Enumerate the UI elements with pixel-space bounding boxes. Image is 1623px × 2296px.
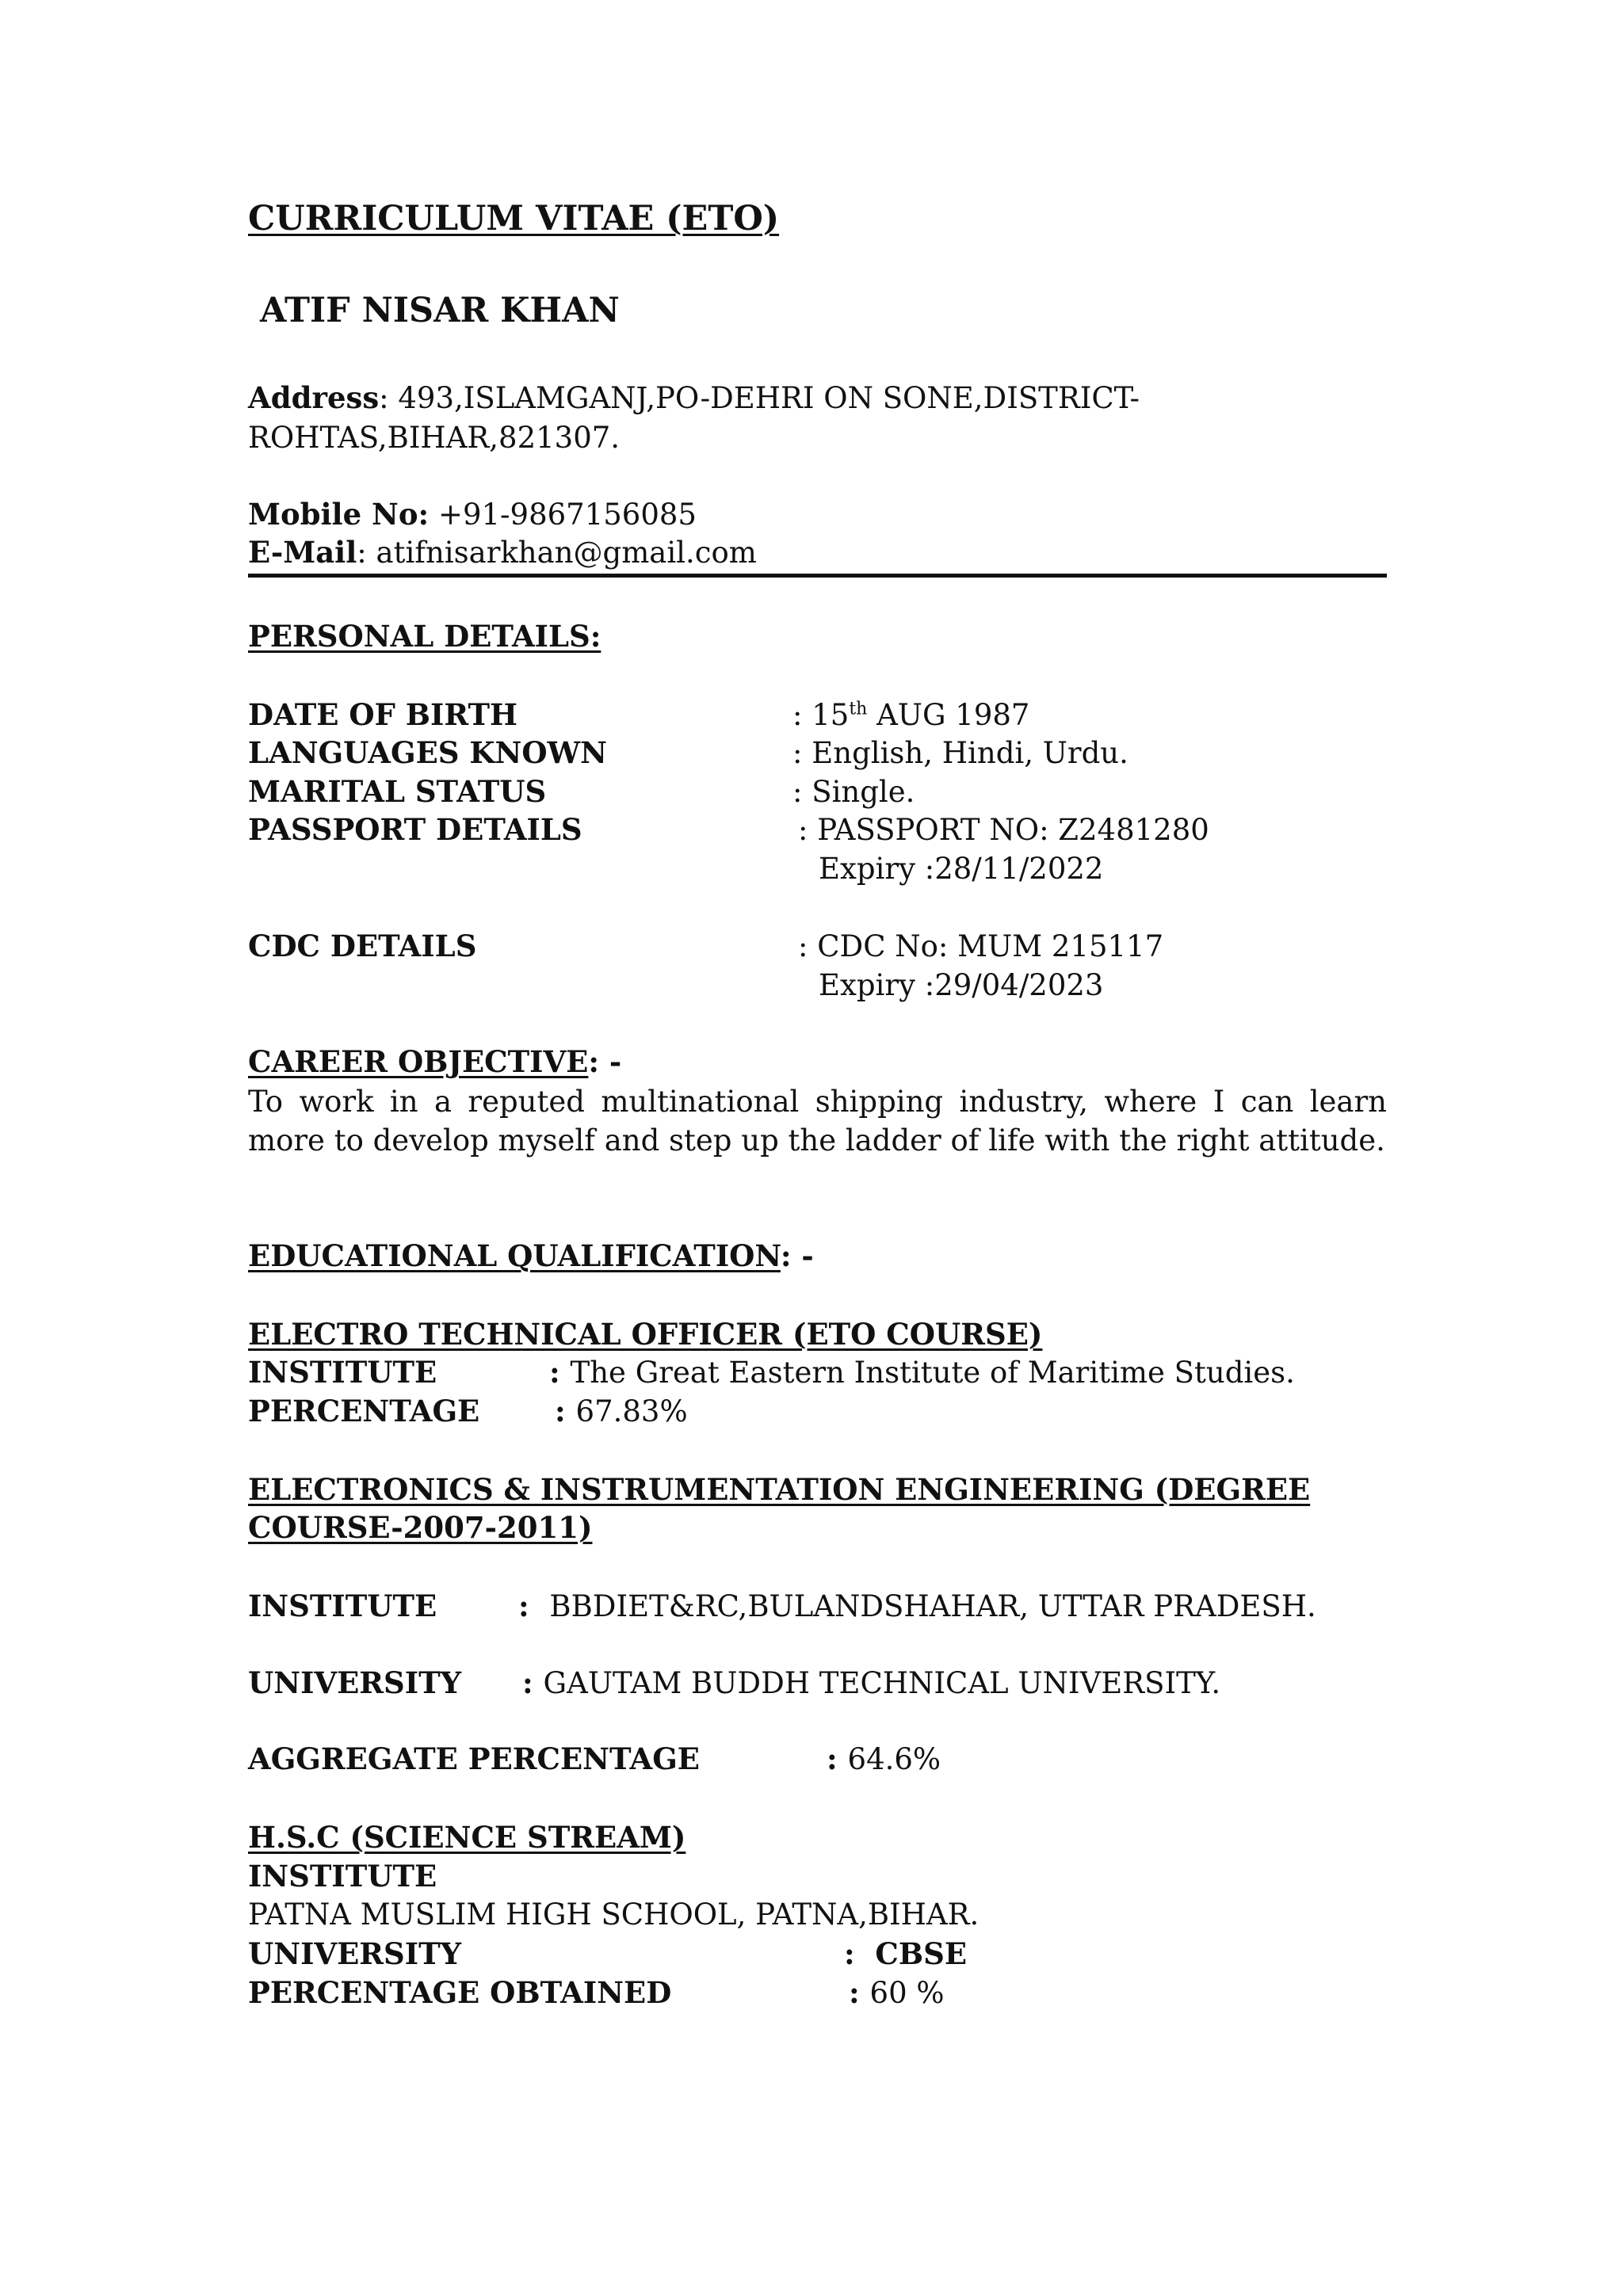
address-value: : 493,ISLAMGANJ,PO-DEHRI ON SONE,DISTRICT- <box>379 381 1140 415</box>
passport-expiry: Expiry :28/11/2022 <box>819 852 1104 886</box>
eto-institute-label: INSTITUTE <box>248 1355 437 1390</box>
dob-day: : 15 <box>792 698 850 732</box>
degree-institute-label: INSTITUTE <box>248 1589 437 1623</box>
mobile-line <box>248 495 697 534</box>
passport-value: : PASSPORT NO: Z2481280 <box>798 813 1209 847</box>
hsc-percentage-value: : 60 % <box>849 1975 945 2010</box>
cdc-value: : CDC No: MUM 215117 <box>798 929 1164 963</box>
degree-heading-line-1: ELECTRONICS & INSTRUMENTATION ENGINEERING (DEGREE <box>248 1472 1311 1507</box>
personal-details-heading: PERSONAL DETAILS: <box>248 619 601 654</box>
mobile-label: Mobile No: <box>248 497 430 532</box>
eto-heading: ELECTRO TECHNICAL OFFICER (ETO COURSE) <box>248 1317 1043 1352</box>
education-heading <box>248 1237 814 1276</box>
degree-institute-value: : BBDIET&RC,BULANDSHAHAR, UTTAR PRADESH. <box>518 1589 1316 1623</box>
eto-institute-text: The Great Eastern Institute of Maritime Studies. <box>570 1356 1295 1390</box>
career-heading-text: CAREER OBJECTIVE <box>248 1044 589 1079</box>
hsc-institute-label: INSTITUTE <box>248 1859 437 1894</box>
languages-label: LANGUAGES KNOWN <box>248 735 607 770</box>
degree-institute-text: BBDIET&RC,BULANDSHAHAR, UTTAR PRADESH. <box>549 1589 1316 1623</box>
hsc-university-label: UNIVERSITY <box>248 1936 462 1971</box>
dob-suffix: th <box>849 699 868 719</box>
eto-percentage-label: PERCENTAGE <box>248 1394 480 1428</box>
dob-month-year: AUG 1987 <box>867 698 1030 732</box>
hsc-heading: H.S.C (SCIENCE STREAM) <box>248 1820 686 1855</box>
passport-label: PASSPORT DETAILS <box>248 812 582 847</box>
mobile-value: +91-9867156085 <box>429 498 697 532</box>
degree-university-value: : GAUTAM BUDDH TECHNICAL UNIVERSITY. <box>522 1665 1221 1700</box>
eto-percentage-value: : 67.83% <box>555 1394 688 1428</box>
email-line <box>248 533 757 572</box>
degree-university-label: UNIVERSITY <box>248 1665 462 1700</box>
cdc-expiry: Expiry :29/04/2023 <box>819 968 1104 1002</box>
career-objective-text: To work in a reputed multinational shipping industry, where I can learn more to develop myself and step up the ladder of life with the right attitude. <box>248 1085 1387 1158</box>
hsc-institute-value: PATNA MUSLIM HIGH SCHOOL, PATNA,BIHAR. <box>248 1897 980 1932</box>
eto-percentage-text: 67.83% <box>575 1394 688 1428</box>
aggregate-value: : 64.6% <box>827 1741 941 1776</box>
address-line <box>248 379 1140 418</box>
hsc-university-text: CBSE <box>875 1936 968 1971</box>
cdc-label: CDC DETAILS <box>248 929 477 963</box>
aggregate-text: 64.6% <box>847 1742 941 1776</box>
education-heading-text: EDUCATIONAL QUALIFICATION <box>248 1238 781 1273</box>
dob-label: DATE OF BIRTH <box>248 697 517 732</box>
career-objective-heading <box>248 1043 621 1081</box>
document-title: CURRICULUM VITAE (ETO) <box>248 199 780 238</box>
address-line-2: ROHTAS,BIHAR,821307. <box>248 421 621 455</box>
career-heading-suffix: : - <box>588 1044 622 1079</box>
hsc-percentage-label: PERCENTAGE OBTAINED <box>248 1975 672 2010</box>
aggregate-label: AGGREGATE PERCENTAGE <box>248 1741 701 1776</box>
candidate-name: ATIF NISAR KHAN <box>260 291 620 330</box>
education-heading-suffix: : - <box>780 1238 814 1273</box>
hsc-percentage-text: 60 % <box>869 1976 945 2010</box>
marital-label: MARITAL STATUS <box>248 774 547 809</box>
email-value: : atifnisarkhan@gmail.com <box>357 536 757 570</box>
eto-institute-value: : The Great Eastern Institute of Maritime Studies. <box>549 1355 1295 1390</box>
degree-university-text: GAUTAM BUDDH TECHNICAL UNIVERSITY. <box>543 1666 1221 1700</box>
hsc-university-value: : CBSE <box>844 1936 968 1971</box>
languages-value: : English, Hindi, Urdu. <box>792 736 1128 770</box>
marital-value: : Single. <box>792 775 915 809</box>
divider-rule <box>248 574 1387 578</box>
email-label: E-Mail <box>248 535 357 570</box>
degree-heading-line-2: COURSE-2007-2011) <box>248 1510 593 1545</box>
dob-value <box>792 696 1029 734</box>
address-label: Address <box>248 380 380 415</box>
